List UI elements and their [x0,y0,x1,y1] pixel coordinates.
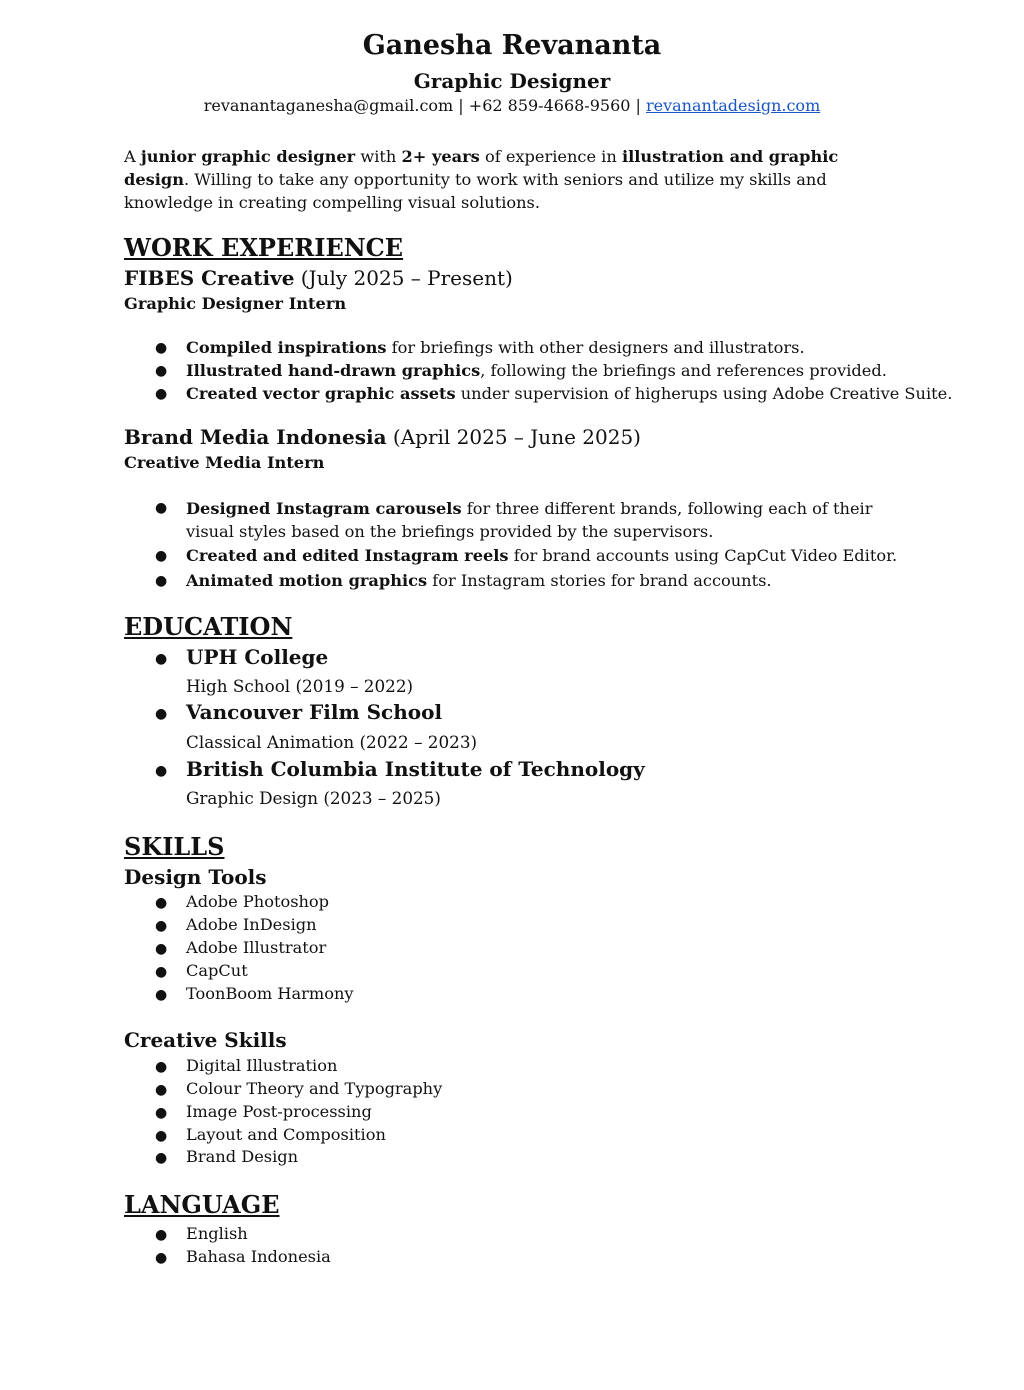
school-detail: High School (2019 – 2022) [186,676,414,696]
skill-item: Image Post-processing [186,1102,372,1121]
summary-text: . Willing to take any opportunity to work with seniors and utilize my skills and knowledge in creating compelling visual solutions. [124,170,827,212]
job-bullet [186,338,805,357]
bullet-icon: ● [155,706,168,722]
job-dates: (July 2025 – Present) [294,266,513,290]
skill-item: CapCut [186,961,248,980]
bullet-text: for briefings with other designers and illustrators. [386,338,805,357]
bullet-text: for brand accounts using CapCut Video Editor. [508,546,898,565]
summary-bold: junior graphic designer [140,147,356,166]
bullet-bold: Compiled inspirations [186,338,387,357]
school-detail: Classical Animation (2022 – 2023) [186,732,478,752]
separator: | [630,96,646,115]
job-dates: (April 2025 – June 2025) [386,425,641,449]
job-bullet [186,384,952,403]
bullet-icon: ● [155,1250,168,1266]
summary-text: of experience in [479,147,622,166]
bullet-icon: ● [155,895,168,911]
bullet-icon: ● [155,918,168,934]
bullet-icon: ● [155,386,168,402]
bullet-icon: ● [155,964,168,980]
bullet-icon: ● [155,340,168,356]
bullet-text: under supervision of higherups using Adobe Creative Suite. [455,384,953,403]
bullet-bold: Created vector graphic assets [186,384,456,403]
bullet-icon: ● [155,1150,168,1166]
skill-item: Adobe Photoshop [186,892,330,911]
school-detail: Graphic Design (2023 – 2025) [186,788,441,808]
bullet-icon: ● [155,573,168,589]
bullet-icon: ● [155,1128,168,1144]
bullet-bold: Created and edited Instagram reels [186,546,509,565]
language-item: English [186,1224,248,1243]
bullet-icon: ● [155,1105,168,1121]
bullet-bold: Animated motion graphics [186,571,428,590]
summary [124,145,904,214]
summary-text: A [124,147,141,166]
job-title-line [124,266,513,290]
job-bullet [186,571,772,590]
skill-item: Brand Design [186,1147,299,1166]
section-heading-language: LANGUAGE [124,1190,280,1219]
section-heading-education: EDUCATION [124,612,293,641]
job-role: Graphic Designer Intern [124,294,347,313]
applicant-name: Ganesha Revananta [362,30,662,61]
skills-subheading: Design Tools [124,865,267,889]
bullet-icon: ● [155,1059,168,1075]
bullet-text: for Instagram stories for brand accounts. [427,571,772,590]
section-heading-skills: SKILLS [124,832,225,861]
job-title-line [124,425,641,449]
bullet-icon: ● [155,500,168,516]
language-item: Bahasa Indonesia [186,1247,331,1266]
section-heading-work: WORK EXPERIENCE [124,233,404,262]
school-name: UPH College [186,645,329,669]
bullet-icon: ● [155,548,168,564]
bullet-icon: ● [155,1227,168,1243]
bullet-bold: Designed Instagram carousels [186,499,462,518]
company-name: FIBES Creative [124,266,295,290]
company-name: Brand Media Indonesia [124,425,387,449]
bullet-icon: ● [155,363,168,379]
skill-item: Digital Illustration [186,1056,338,1075]
skill-item: Adobe Illustrator [186,938,327,957]
summary-bold: illustration and graphic design [124,147,839,189]
email: revanantaganesha@gmail.com [203,96,454,115]
job-role: Creative Media Intern [124,453,325,472]
skills-subheading: Creative Skills [124,1028,287,1052]
separator: | [453,96,469,115]
job-title: Graphic Designer [413,69,611,93]
skill-item: Adobe InDesign [186,915,317,934]
job-bullet [186,361,887,380]
bullet-icon: ● [155,987,168,1003]
school-name: British Columbia Institute of Technology [186,757,645,781]
school-name: Vancouver Film School [186,700,443,724]
skill-item: Colour Theory and Typography [186,1079,443,1098]
bullet-icon: ● [155,763,168,779]
phone: +62 859-4668-9560 [468,96,631,115]
bullet-text: , following the briefings and references provided. [480,361,887,380]
bullet-icon: ● [155,1082,168,1098]
bullet-bold: Illustrated hand-drawn graphics [186,361,481,380]
skill-item: ToonBoom Harmony [186,984,354,1003]
contact-line [0,96,1024,115]
bullet-text: for three different brands, following each of their visual styles based on the briefings provided by the supervisors. [186,499,873,541]
job-bullet [186,546,897,565]
bullet-icon: ● [155,651,168,667]
summary-text: with [355,147,402,166]
website-link[interactable]: revanantadesign.com [645,96,821,115]
skill-item: Layout and Composition [186,1125,386,1144]
bullet-icon: ● [155,941,168,957]
summary-bold: 2+ years [401,147,480,166]
job-bullet [186,497,906,543]
